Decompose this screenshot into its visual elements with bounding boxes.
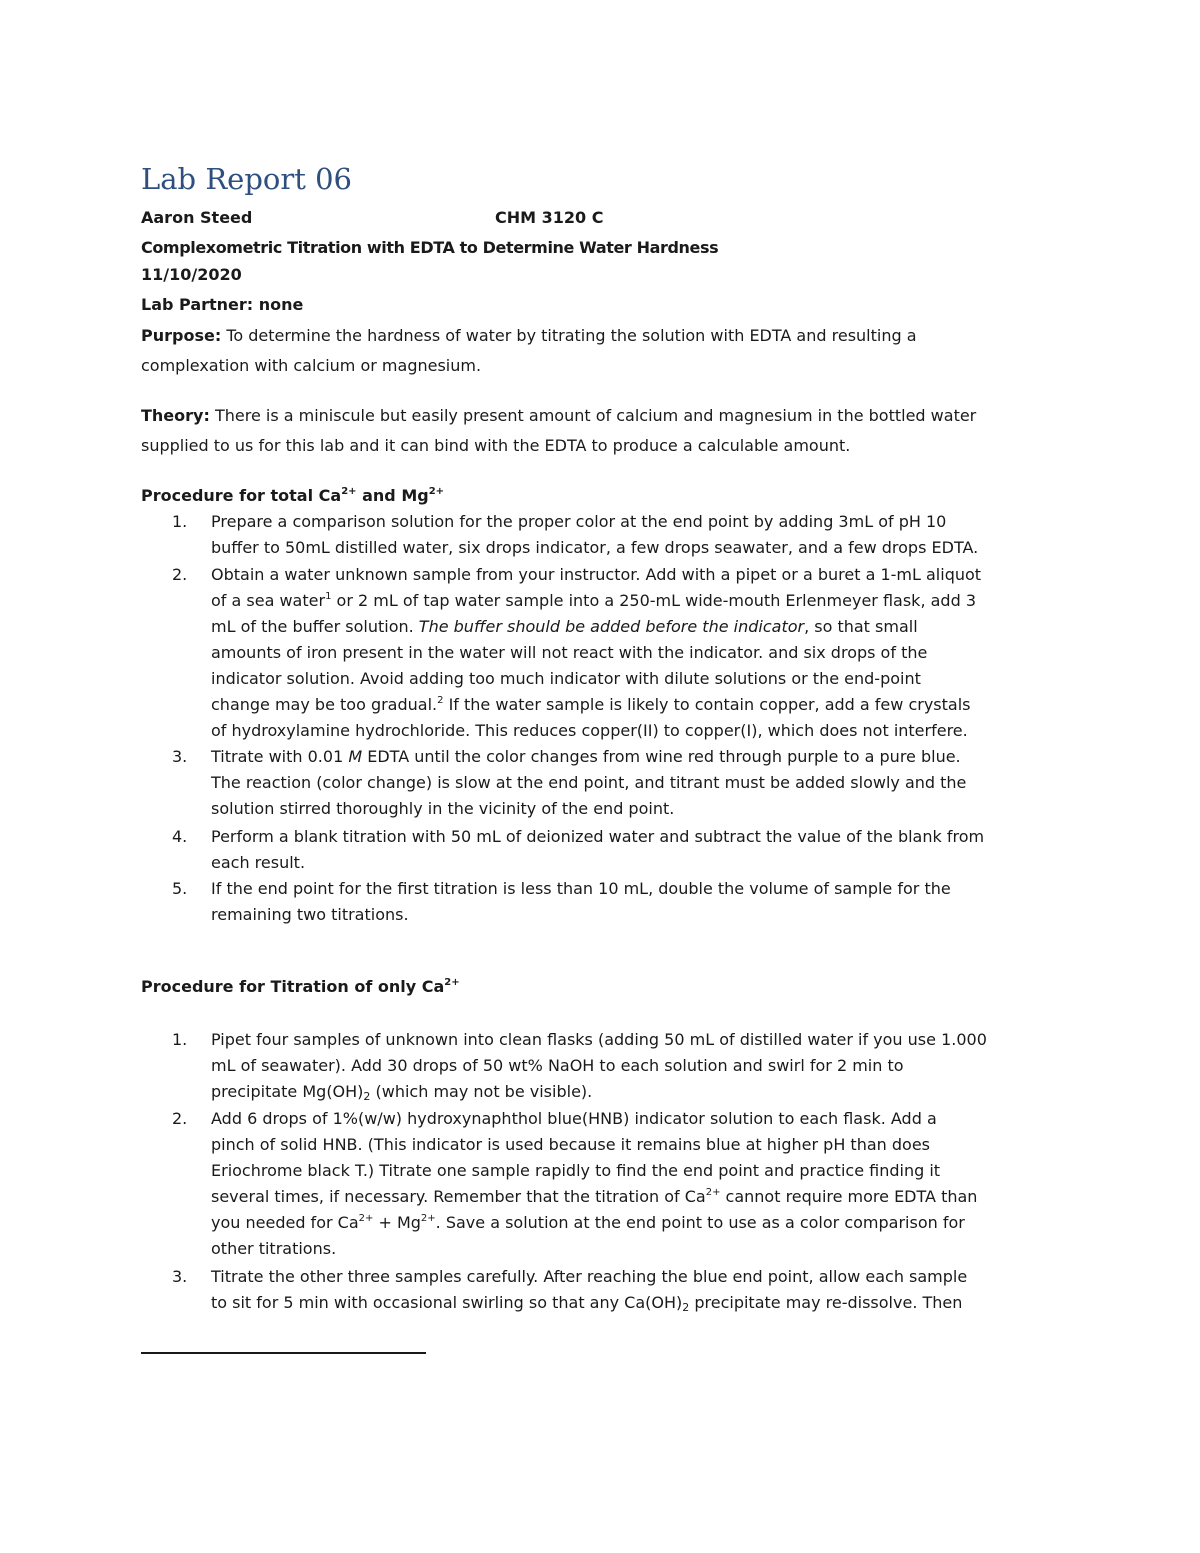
text-run: precipitate may re-dissolve. Then (689, 1293, 963, 1312)
list-item-text: Titrate the other three samples carefully. After reaching the blue end point, allow each sample (211, 1267, 968, 1286)
purpose-label: Purpose: (141, 326, 222, 345)
list-item-text: Perform a blank titration with 50 mL of deionized water and subtract the value of the blank from (211, 827, 985, 846)
list-item-text: Eriochrome black T.) Titrate one sample rapidly to find the end point and practice finding it (211, 1161, 941, 1180)
text-run: . Save a solution at the end point to use as a color comparison for (435, 1213, 965, 1232)
list-number: 3. (172, 1267, 188, 1286)
footnote-ref-1: 1 (325, 591, 332, 602)
purpose-line-1 (141, 326, 917, 345)
list-item-text: of hydroxylamine hydrochloride. This reduces copper(II) to copper(I), which does not interfere. (211, 721, 968, 740)
heading-text-b: and Mg (356, 486, 429, 505)
list-item-text: buffer to 50mL distilled water, six drops indicator, a few drops seawater, and a few drops EDTA. (211, 538, 979, 557)
list-item-text: If the end point for the first titration is less than 10 mL, double the volume of sample for the (211, 879, 951, 898)
list-number: 2. (172, 1109, 188, 1128)
list-item-text: Obtain a water unknown sample from your instructor. Add with a pipet or a buret a 1-mL aliquot (211, 565, 982, 584)
heading-sup-1: 2+ (341, 486, 357, 497)
list-item-text: indicator solution. Avoid adding too much indicator with dilute solutions or the end-point (211, 669, 921, 688)
purpose-text-1: To determine the hardness of water by titrating the solution with EDTA and resulting a (221, 326, 917, 345)
text-run: you needed for Ca (211, 1213, 359, 1232)
heading-text: Procedure for Titration of only Ca (141, 977, 445, 996)
text-run: , so that small (804, 617, 918, 636)
list-item-text (211, 747, 961, 766)
text-run: cannot require more EDTA than (720, 1187, 978, 1206)
text-run: change may be too gradual. (211, 695, 438, 714)
list-item-text (211, 1187, 977, 1206)
list-item-text: mL of seawater). Add 30 drops of 50 wt% NaOH to each solution and swirl for 2 min to (211, 1056, 904, 1075)
heading-text-a: Procedure for total Ca (141, 486, 342, 505)
theory-line-2: supplied to us for this lab and it can bind with the EDTA to produce a calculable amount. (141, 436, 851, 455)
text-run: precipitate Mg(OH) (211, 1082, 364, 1101)
purpose-line-2: complexation with calcium or magnesium. (141, 356, 482, 375)
author-line (141, 208, 252, 227)
heading-sup: 2+ (444, 977, 460, 988)
list-item-text: Pipet four samples of unknown into clean flasks (adding 50 mL of distilled water if you use 1.000 (211, 1030, 987, 1049)
text-run: mL of the buffer solution. (211, 617, 419, 636)
list-item-text: other titrations. (211, 1239, 337, 1258)
list-item-text (211, 695, 970, 714)
list-item-text: solution stirred thoroughly in the vicinity of the end point. (211, 799, 675, 818)
report-date: 11/10/2020 (141, 265, 242, 284)
list-number: 3. (172, 747, 188, 766)
subscript: 2 (363, 1090, 371, 1103)
footnote-ref-2: 2 (437, 695, 444, 706)
author-name: Aaron Steed (141, 208, 253, 227)
report-title: Lab Report 06 (141, 162, 352, 196)
list-item-text (211, 591, 976, 610)
list-item-text: Prepare a comparison solution for the proper color at the end point by adding 3mL of pH 10 (211, 512, 947, 531)
list-item-text: Add 6 drops of 1%(w/w) hydroxynaphthol blue(HNB) indicator solution to each flask. Add a (211, 1109, 937, 1128)
list-item-text: each result. (211, 853, 306, 872)
theory-line-1 (141, 406, 976, 425)
text-run: + Mg (373, 1213, 421, 1232)
text-run: If the water sample is likely to contain copper, add a few crystals (443, 695, 971, 714)
procedure-ca-heading (141, 977, 460, 996)
italic-text: M (348, 747, 363, 766)
list-item-text: The reaction (color change) is slow at the end point, and titrant must be added slowly and the (211, 773, 967, 792)
superscript: 2+ (420, 1213, 436, 1224)
theory-label: Theory: (141, 406, 210, 425)
list-number: 2. (172, 565, 188, 584)
subscript: 2 (682, 1301, 690, 1314)
text-run: Titrate with 0.01 (211, 747, 349, 766)
list-item-text: amounts of iron present in the water will not react with the indicator. and six drops of the (211, 643, 928, 662)
theory-text-1: There is a miniscule but easily present amount of calcium and magnesium in the bottled water (209, 406, 977, 425)
list-number: 4. (172, 827, 188, 846)
list-item-text (211, 1293, 962, 1312)
list-item-text (211, 1213, 965, 1232)
footnote-separator (141, 1352, 426, 1354)
superscript: 2+ (358, 1213, 374, 1224)
course-code: CHM 3120 C (495, 208, 604, 227)
list-item-text (211, 1082, 592, 1101)
superscript: 2+ (705, 1187, 721, 1198)
lab-partner: Lab Partner: none (141, 295, 304, 314)
text-run: several times, if necessary. Remember that the titration of Ca (211, 1187, 706, 1206)
list-number: 5. (172, 879, 188, 898)
list-item-text (211, 617, 918, 636)
list-number: 1. (172, 512, 188, 531)
heading-sup-2: 2+ (428, 486, 445, 497)
list-item-text: pinch of solid HNB. (This indicator is used because it remains blue at higher pH than does (211, 1135, 930, 1154)
text-run: or 2 mL of tap water sample into a 250-mL wide-mouth Erlenmeyer flask, add 3 (331, 591, 976, 610)
report-subtitle: Complexometric Titration with EDTA to Determine Water Hardness (141, 238, 719, 257)
text-run: EDTA until the color changes from wine red through purple to a pure blue. (362, 747, 961, 766)
text-run: of a sea water (211, 591, 326, 610)
procedure-total-heading (141, 486, 444, 505)
list-item-text: remaining two titrations. (211, 905, 409, 924)
text-run: (which may not be visible). (370, 1082, 593, 1101)
italic-text: The buffer should be added before the indicator (418, 617, 805, 636)
text-run: to sit for 5 min with occasional swirling so that any Ca(OH) (211, 1293, 683, 1312)
list-number: 1. (172, 1030, 188, 1049)
